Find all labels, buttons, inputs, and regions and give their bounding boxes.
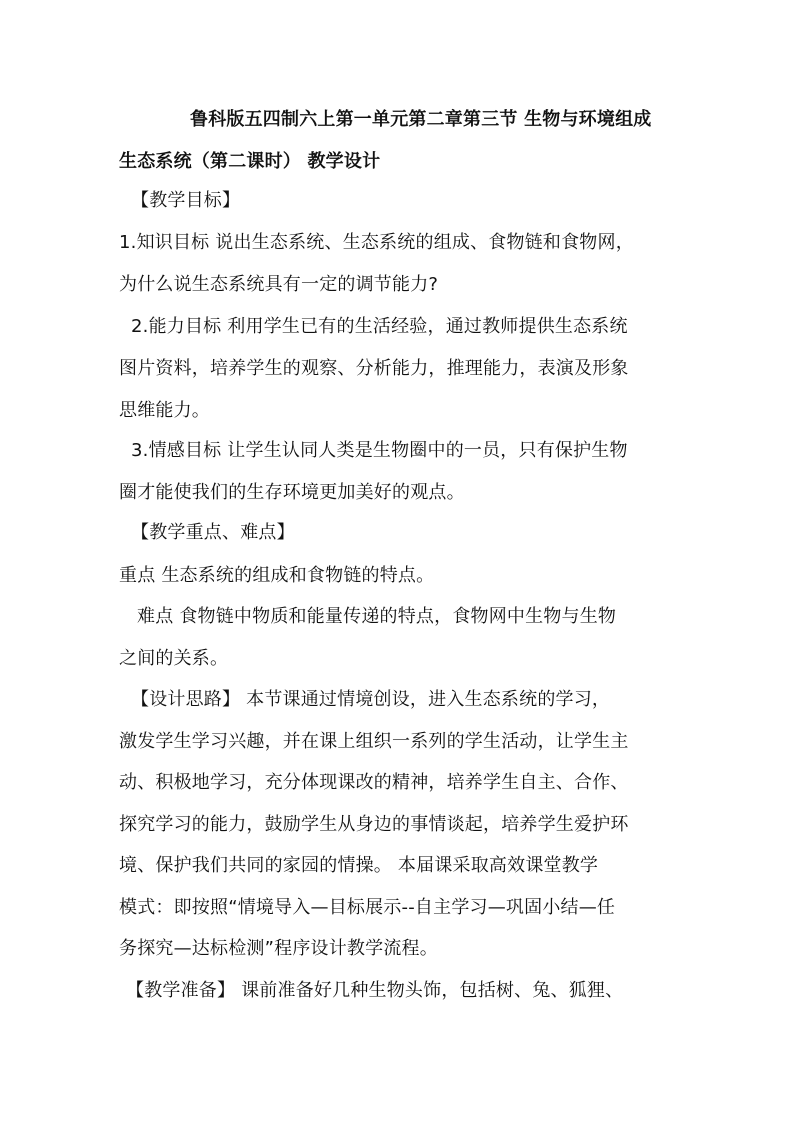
section-heading-teaching-goals: 【教学目标】: [131, 190, 241, 211]
paragraph-line: 之间的关系。: [119, 648, 229, 669]
document-title-line-2: 生态系统（第二课时） 教学设计: [119, 151, 381, 172]
paragraph-line: 务探究—达标检测”程序设计教学流程。: [119, 938, 438, 959]
paragraph-line: 重点 生态系统的组成和食物链的特点。: [119, 565, 435, 586]
paragraph-line: 难点 食物链中物质和能量传递的特点，食物网中生物与生物: [137, 606, 617, 627]
paragraph-line: 激发学生学习兴趣，并在课上组织一系列的学生活动，让学生主: [119, 731, 629, 752]
paragraph-line: 2.能力目标 利用学生已有的生活经验，通过教师提供生态系统: [131, 316, 628, 337]
paragraph-line: 圈才能使我们的生存环境更加美好的观点。: [119, 482, 465, 503]
paragraph-line: 境、保护我们共同的家园的情操。 本届课采取高效课堂教学: [119, 855, 599, 876]
paragraph-line: 探究学习的能力，鼓励学生从身边的事情谈起，培养学生爱护环: [119, 814, 629, 835]
section-heading-teaching-preparation: 【教学准备】 课前准备好几种生物头饰，包括树、兔、狐狸、: [126, 980, 624, 1001]
paragraph-line: 思维能力。: [119, 400, 210, 421]
paragraph-line: 动、积极地学习，充分体现课改的精神，培养学生自主、合作、: [119, 772, 629, 793]
document-title-line-1: 鲁科版五四制六上第一单元第二章第三节 生物与环境组成: [190, 109, 652, 130]
paragraph-line: 为什么说生态系统具有一定的调节能力?: [119, 274, 439, 295]
section-heading-key-points: 【教学重点、难点】: [131, 522, 295, 543]
paragraph-line: 1.知识目标 说出生态系统、生态系统的组成、食物链和食物网，: [119, 232, 634, 253]
paragraph-line: 模式：即按照“情境导入—目标展示--自主学习—巩固小结—任: [119, 897, 616, 918]
paragraph-line: 3.情感目标 让学生认同人类是生物圈中的一员，只有保护生物: [131, 440, 628, 461]
section-heading-design-ideas: 【设计思路】 本节课通过情境创设，进入生态系统的学习，: [131, 689, 611, 710]
paragraph-line: 图片资料，培养学生的观察、分析能力，推理能力，表演及形象: [119, 358, 629, 379]
